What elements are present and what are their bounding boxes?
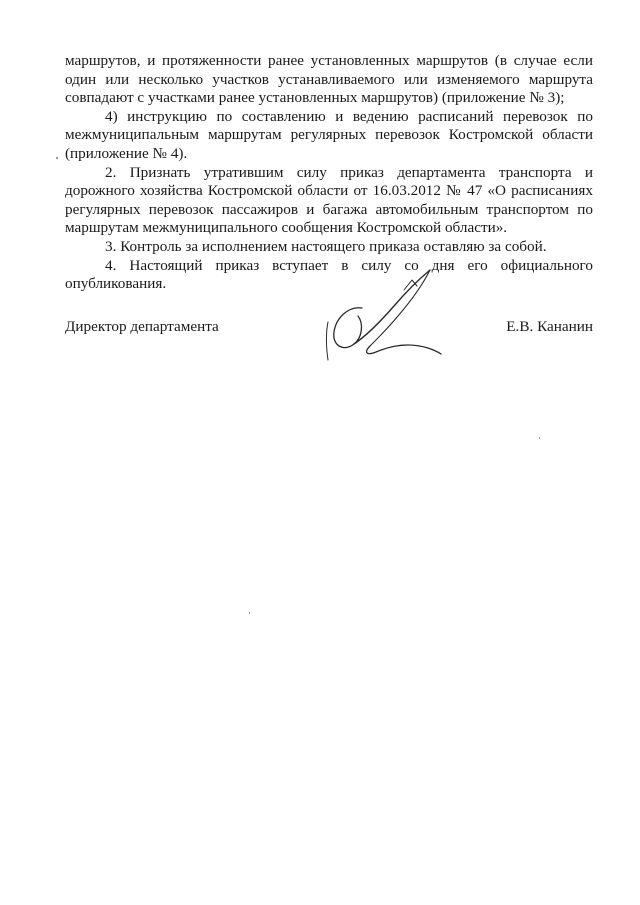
scan-speck [539,437,540,439]
signatory-title: Директор департамента [65,318,219,335]
paragraph-routes-continuation: маршрутов, и протяженности ранее установленных маршрутов (в случае если один или несколько участков устанавливаемого или изменяемого маршрута совпадают с участками ранее установленных маршрутов) (приложение № 3); [65,52,593,107]
paragraph-item-2-repeal: 2. Признать утратившим силу приказ департамента транспорта и дорожного хозяйства Костромской области от 16.03.2012 № 47 «О расписаниях регулярных перевозок пассажиров и багажа автомобильным транспортом по маршрутам межмуниципального сообщения Костромской области». [65,163,593,237]
handwritten-signature [318,266,443,378]
scan-speck [56,157,58,159]
paragraph-item-4-effect: 4. Настоящий приказ вступает в силу со дня его официального опубликования. [65,256,593,293]
document-body [65,52,593,294]
paragraph-item-4-instruction: 4) инструкцию по составлению и ведению расписаний перевозок по межмуниципальным маршрутам регулярных перевозок Костромской области (приложение № 4). [65,107,593,162]
scan-speck [249,612,250,614]
signatory-name: Е.В. Кананин [506,318,593,335]
paragraph-item-3-control: 3. Контроль за исполнением настоящего приказа оставляю за собой. [105,237,547,255]
